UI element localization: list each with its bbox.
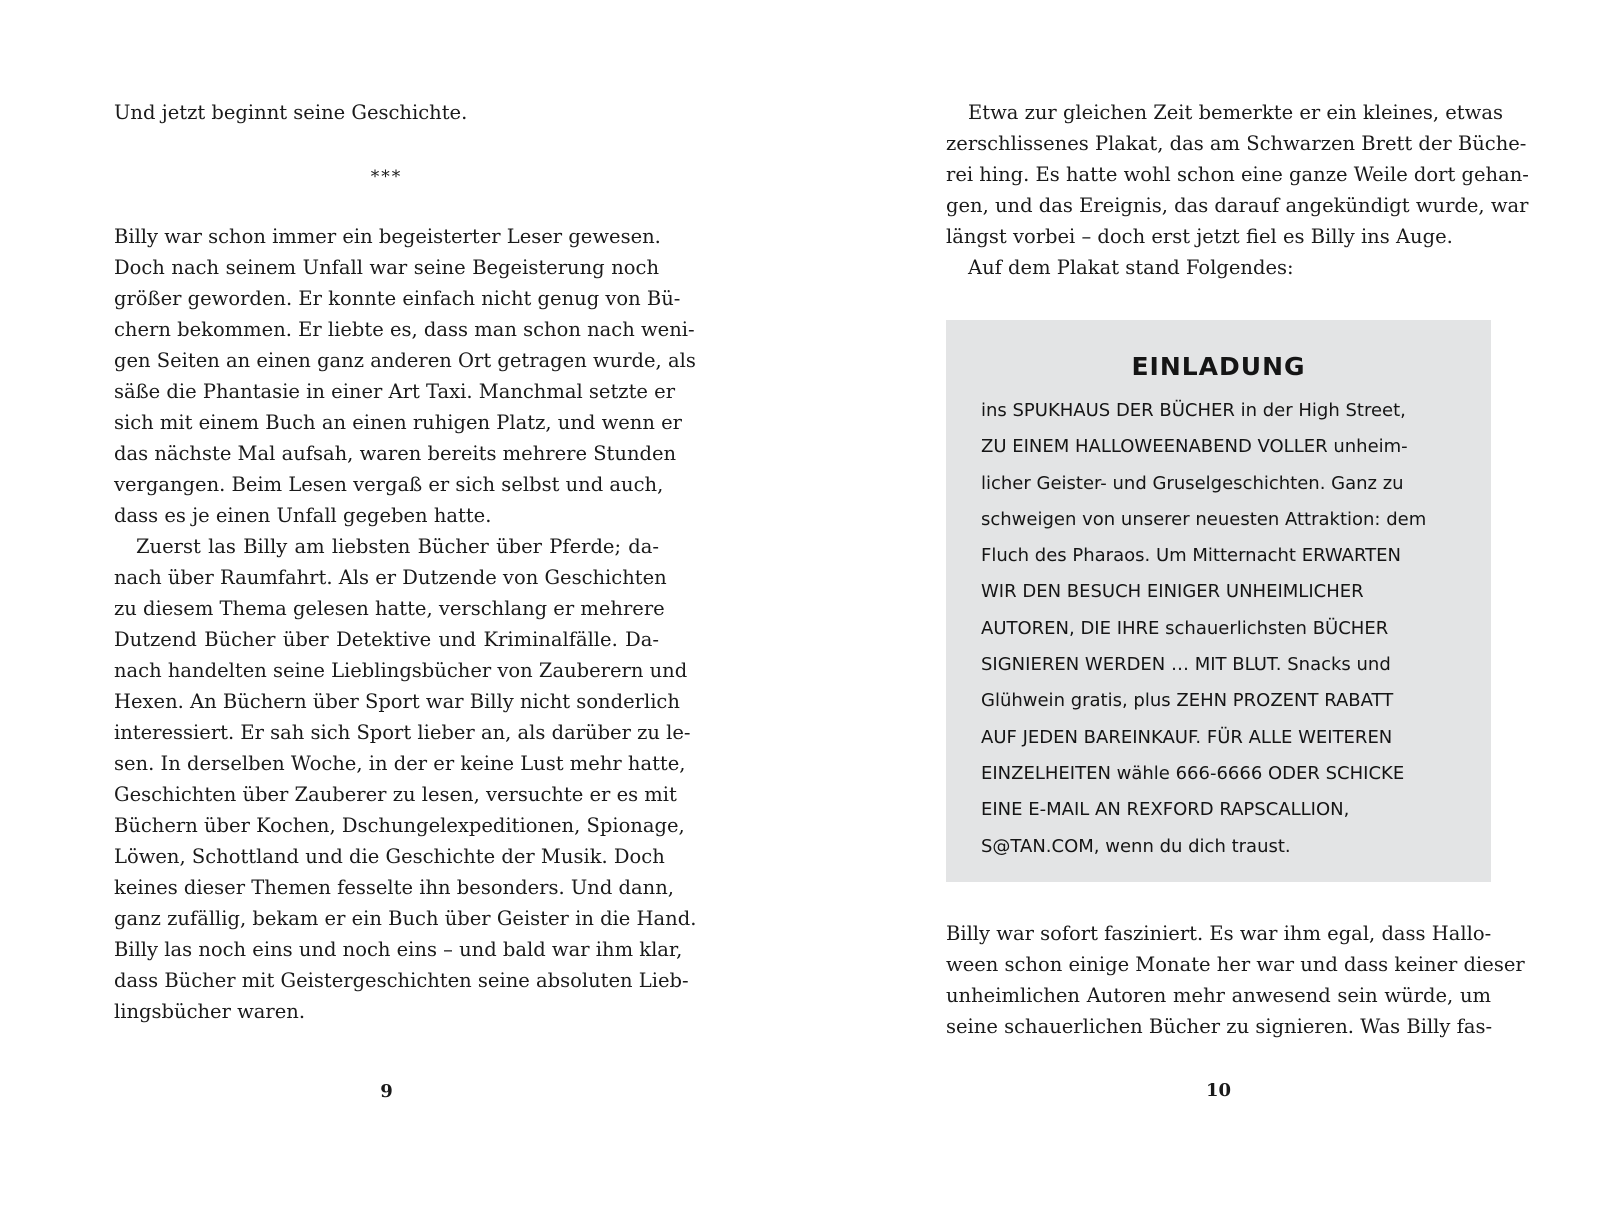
text-line: Auf dem Plakat stand Folgendes:	[968, 256, 1294, 279]
poster-line: licher Geister- und Gruselgeschichten. Ganz zu	[981, 472, 1404, 494]
text-line: chern bekommen. Er liebte es, dass man schon nach weni-	[114, 318, 695, 341]
text-line: das nächste Mal aufsah, waren bereits mehrere Stunden	[114, 442, 677, 465]
text-line: unheimlichen Autoren mehr anwesend sein würde, um	[946, 984, 1491, 1007]
text-line: ween schon einige Monate her war und dass keiner dieser	[946, 953, 1525, 976]
text-line: Löwen, Schottland und die Geschichte der Musik. Doch	[114, 845, 665, 868]
text-line: Büchern über Kochen, Dschungelexpeditionen, Spionage,	[114, 814, 685, 837]
text-line: dass es je einen Unfall gegeben hatte.	[114, 504, 492, 527]
poster-line: S@TAN.COM, wenn du dich traust.	[981, 835, 1291, 857]
text-line: Zuerst las Billy am liebsten Bücher über Pferde; da-	[136, 535, 659, 558]
text-line: nach handelten seine Lieblingsbücher von Zauberern und	[114, 659, 688, 682]
text-line: Billy las noch eins und noch eins – und bald war ihm klar,	[114, 938, 683, 961]
text-line: vergangen. Beim Lesen vergaß er sich selbst und auch,	[114, 473, 664, 496]
text-line: ganz zufällig, bekam er ein Buch über Geister in die Hand.	[114, 907, 697, 930]
text-line: gen Seiten an einen ganz anderen Ort getragen wurde, als	[114, 349, 696, 372]
poster-line: ins SPUKHAUS DER BÜCHER in der High Street,	[981, 400, 1406, 421]
poster-line: Glühwein gratis, plus ZEHN PROZENT RABATT	[981, 690, 1394, 712]
text-line: Hexen. An Büchern über Sport war Billy nicht sonderlich	[114, 690, 680, 713]
text-line: säße die Phantasie in einer Art Taxi. Manchmal setzte er	[114, 380, 676, 403]
poster-line: AUF JEDEN BAREINKAUF. FÜR ALLE WEITEREN	[981, 726, 1393, 748]
poster-line: ZU EINEM HALLOWEENABEND VOLLER unheim-	[981, 436, 1408, 458]
section-separator: ***	[370, 167, 403, 187]
text-line: seine schauerlichen Bücher zu signieren. Was Billy fas-	[946, 1015, 1493, 1038]
text-line: zu diesem Thema gelesen hatte, verschlang er mehrere	[114, 597, 665, 620]
poster-title: EINLADUNG	[1131, 352, 1306, 381]
text-line: längst vorbei – doch erst jetzt fiel es Billy ins Auge.	[946, 225, 1453, 248]
text-line: rei hing. Es hatte wohl schon eine ganze Weile dort gehan-	[946, 163, 1529, 186]
text-line: Doch nach seinem Unfall war seine Begeisterung noch	[114, 256, 659, 279]
poster-line: EINE E-MAIL AN REXFORD RAPSCALLION,	[981, 799, 1350, 821]
opening-sentence	[114, 97, 659, 128]
text-line: lingsbücher waren.	[114, 1000, 306, 1023]
text-line: sich mit einem Buch an einen ruhigen Platz, und wenn er	[114, 411, 682, 434]
text-line: Und jetzt beginnt seine Geschichte.	[114, 101, 468, 124]
page-number: 10	[1205, 1080, 1232, 1101]
paragraph	[946, 918, 1525, 1042]
text-line: Dutzend Bücher über Detektive und Kriminalfälle. Da-	[114, 628, 659, 651]
poster-line: WIR DEN BESUCH EINIGER UNHEIMLICHER	[981, 581, 1364, 603]
poster-line: EINZELHEITEN wähle 666-6666 ODER SCHICKE	[981, 762, 1405, 784]
text-line: keines dieser Themen fesselte ihn besonders. Und dann,	[114, 876, 674, 899]
poster-line: schweigen von unserer neuesten Attraktion: dem	[981, 508, 1427, 530]
text-line: zerschlissenes Plakat, das am Schwarzen Brett der Büche-	[946, 132, 1527, 155]
poster-line: AUTOREN, DIE IHRE schauerlichsten BÜCHER	[981, 617, 1389, 639]
text-line: Billy war sofort fasziniert. Es war ihm egal, dass Hallo-	[946, 922, 1492, 945]
paragraph	[946, 97, 1529, 283]
page-number: 9	[380, 1081, 393, 1102]
text-line: gen, und das Ereignis, das darauf angekündigt wurde, war	[946, 194, 1529, 217]
paragraph	[114, 221, 696, 531]
text-line: Billy war schon immer ein begeisterter Leser gewesen.	[114, 225, 661, 248]
text-line: nach über Raumfahrt. Als er Dutzende von Geschichten	[114, 566, 667, 589]
text-line: sen. In derselben Woche, in der er keine Lust mehr hatte,	[114, 752, 686, 775]
text-line: größer geworden. Er konnte einfach nicht genug von Bü-	[114, 287, 681, 310]
poster-box	[946, 320, 1491, 882]
poster-line: SIGNIEREN WERDEN … MIT BLUT. Snacks und	[981, 654, 1391, 676]
poster-text	[981, 393, 1461, 865]
text-line: Etwa zur gleichen Zeit bemerkte er ein kleines, etwas	[968, 101, 1503, 124]
text-line: Geschichten über Zauberer zu lesen, versuchte er es mit	[114, 783, 677, 806]
poster-line: Fluch des Pharaos. Um Mitternacht ERWARTEN	[981, 545, 1402, 567]
text-line: interessiert. Er sah sich Sport lieber an, als darüber zu le-	[114, 721, 691, 744]
text-line: dass Bücher mit Geistergeschichten seine absoluten Lieb-	[114, 969, 689, 992]
paragraph	[114, 531, 697, 1027]
